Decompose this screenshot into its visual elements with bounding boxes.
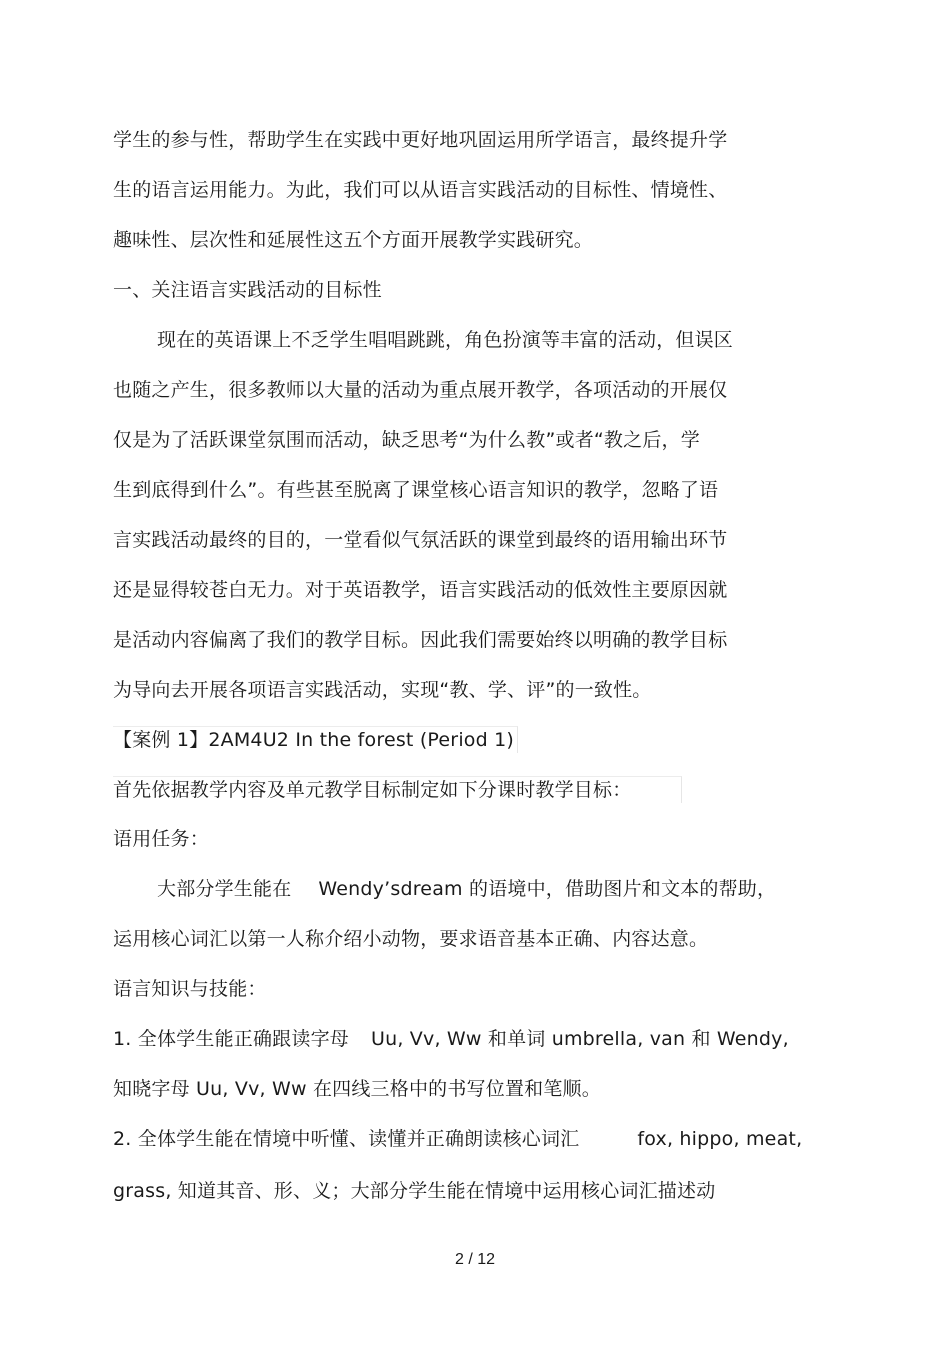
knowledge-item-2-cont-a: grass — [113, 1180, 166, 1202]
knowledge-item-2-cont-b: , 知道其音、形、义；大部分学生能在情境中运用核心词汇描述动 — [165, 1180, 716, 1202]
goal-intro: 首先依据教学内容及单元教学目标制定如下分课时教学目标： — [113, 776, 682, 803]
knowledge-item-1-part-a: 1. 全体学生能正确跟读字母 — [113, 1028, 349, 1050]
paragraph-line-8: 生到底得到什么”。有些甚至脱离了课堂核心语言知识的教学，忽略了语 — [113, 479, 719, 501]
paragraph-line-12: 为导向去开展各项语言实践活动，实现“教、学、评”的一致性。 — [113, 679, 652, 701]
paragraph-line-5: 现在的英语课上不乏学生唱唱跳跳，角色扮演等丰富的活动，但误区 — [157, 329, 734, 351]
paragraph-line-1: 学生的参与性，帮助学生在实践中更好地巩固运用所学语言，最终提升学 — [113, 129, 728, 151]
knowledge-item-1-cont: 知晓字母 Uu, Vv, Ww 在四线三格中的书写位置和笔顺。 — [113, 1078, 601, 1100]
knowledge-item-2-part-a: 2. 全体学生能在情境中听懂、读懂并正确朗读核心词汇 — [113, 1128, 580, 1150]
knowledge-item-2 — [113, 1126, 802, 1152]
task-line-1-part-a: 大部分学生能在 — [157, 878, 292, 900]
knowledge-item-2-cont — [113, 1178, 715, 1204]
paragraph-line-3: 趣味性、层次性和延展性这五个方面开展教学实践研究。 — [113, 229, 594, 251]
paragraph-line-2: 生的语言运用能力。为此，我们可以从语言实践活动的目标性、情境性、 — [113, 179, 728, 201]
task-line-2: 运用核心词汇以第一人称介绍小动物，要求语音基本正确、内容达意。 — [113, 928, 709, 950]
knowledge-item-1 — [113, 1026, 789, 1052]
task-line-1 — [157, 876, 776, 902]
knowledge-item-1-part-b: Uu, Vv, Ww 和单词 umbrella, van 和 Wendy, — [370, 1028, 789, 1050]
paragraph-line-9: 言实践活动最终的目的，一堂看似气氛活跃的课堂到最终的语用输出环节 — [113, 529, 728, 551]
paragraph-line-10: 还是显得较苍白无力。对于英语教学，语言实践活动的低效性主要原因就 — [113, 579, 728, 601]
task-heading: 语用任务： — [113, 828, 210, 850]
knowledge-heading: 语言知识与技能： — [113, 978, 267, 1000]
section-heading: 一、关注语言实践活动的目标性 — [113, 279, 382, 301]
knowledge-item-2-part-b: fox, hippo, meat, — [637, 1128, 803, 1150]
task-line-1-part-b: Wendy’sdream 的语境中，借助图片和文本的帮助， — [318, 878, 777, 900]
page-number: 2 / 12 — [454, 1251, 496, 1268]
paragraph-line-6: 也随之产生，很多教师以大量的活动为重点展开教学，各项活动的开展仅 — [113, 379, 728, 401]
case-title: 【案例 1】2AM4U2 In the forest (Period 1) — [113, 726, 518, 753]
paragraph-line-11: 是活动内容偏离了我们的教学目标。因此我们需要始终以明确的教学目标 — [113, 629, 728, 651]
paragraph-line-7: 仅是为了活跃课堂氛围而活动，缺乏思考“为什么教”或者“教之后，学 — [113, 429, 700, 451]
